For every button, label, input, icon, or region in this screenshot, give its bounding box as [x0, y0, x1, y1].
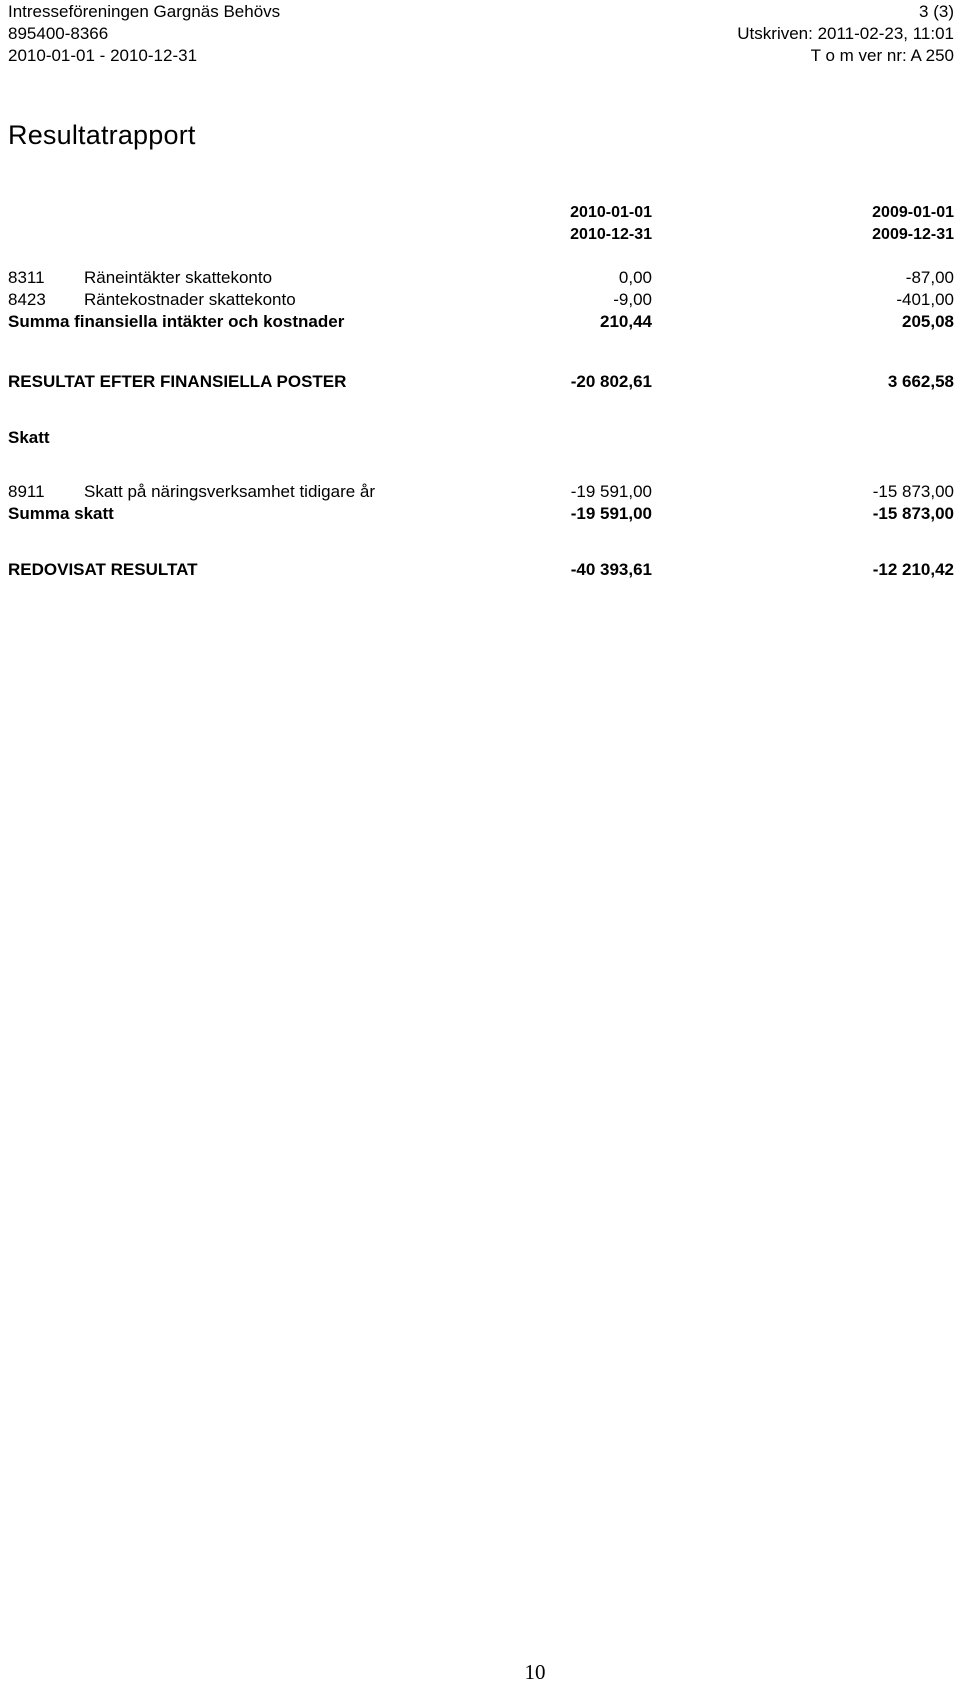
page-number: 10 — [524, 1660, 546, 1684]
sum-tax-previous: -15 873,00 — [872, 504, 954, 523]
final-result-current: -40 393,61 — [570, 560, 652, 579]
current-period-to: 2010-12-31 — [570, 226, 652, 243]
sum-financial-label: Summa finansiella intäkter och kostnader — [8, 312, 345, 331]
account-label: Räneintäkter skattekonto — [84, 268, 273, 287]
sum-financial-previous: 205,08 — [902, 312, 954, 331]
tax-section-heading: Skatt — [8, 428, 50, 447]
voucher-reference: T o m ver nr: A 250 — [810, 46, 954, 65]
printed-timestamp: Utskriven: 2011-02-23, 11:01 — [737, 24, 954, 43]
organization-name: Intresseföreningen Gargnäs Behövs — [8, 2, 281, 21]
sum-tax-label: Summa skatt — [8, 504, 114, 523]
previous-value: -15 873,00 — [872, 482, 954, 501]
report-period: 2010-01-01 - 2010-12-31 — [8, 46, 198, 65]
current-value: -9,00 — [613, 290, 652, 309]
result-after-financial-previous: 3 662,58 — [887, 372, 954, 391]
report-title: Resultatrapport — [8, 120, 196, 150]
page-info: 3 (3) — [919, 2, 954, 21]
organization-number: 895400-8366 — [8, 24, 109, 43]
sum-tax-current: -19 591,00 — [570, 504, 652, 523]
previous-period-from: 2009-01-01 — [872, 204, 954, 221]
account-label: Skatt på näringsverksamhet tidigare år — [84, 482, 376, 501]
account-number: 8423 — [8, 290, 46, 309]
previous-value: -401,00 — [896, 290, 954, 309]
account-label: Räntekostnader skattekonto — [84, 290, 296, 309]
account-number: 8911 — [8, 482, 45, 501]
previous-period-to: 2009-12-31 — [872, 226, 954, 243]
current-period-from: 2010-01-01 — [570, 204, 652, 221]
previous-value: -87,00 — [905, 268, 954, 287]
current-value: -19 591,00 — [570, 482, 652, 501]
account-number: 8311 — [8, 268, 45, 287]
final-result-previous: -12 210,42 — [872, 560, 954, 579]
final-result-label: REDOVISAT RESULTAT — [8, 560, 198, 579]
result-after-financial-current: -20 802,61 — [570, 372, 652, 391]
sum-financial-current: 210,44 — [600, 312, 652, 331]
current-value: 0,00 — [618, 268, 652, 287]
result-after-financial-label: RESULTAT EFTER FINANSIELLA POSTER — [8, 372, 347, 391]
